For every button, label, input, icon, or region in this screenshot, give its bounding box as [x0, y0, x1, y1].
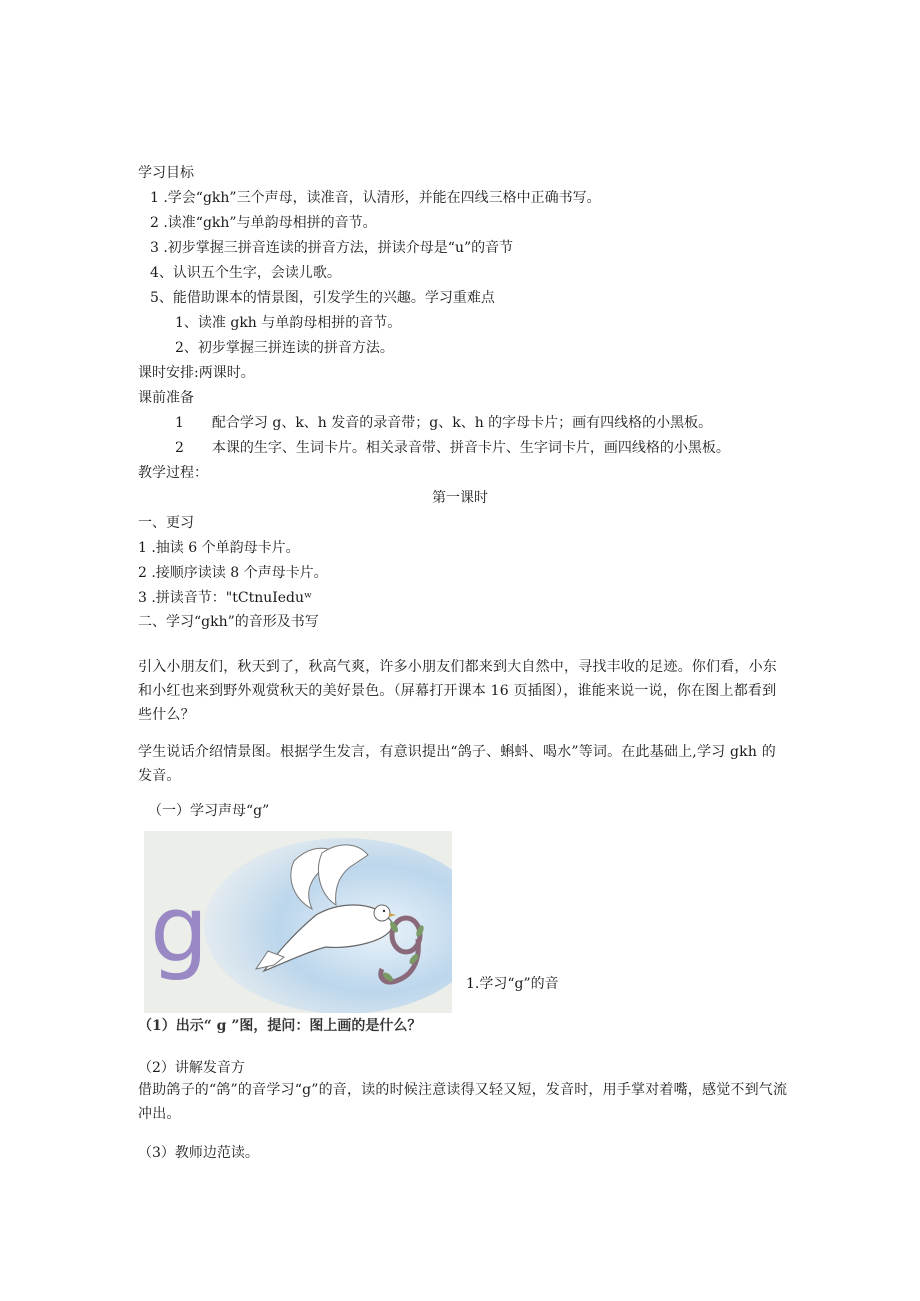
preparation-heading: 课前准备: [138, 390, 194, 406]
key-point-2: 2、初步掌握三拼连读的拼音方法。: [175, 340, 394, 356]
lesson-title: 第一课时: [432, 490, 488, 506]
intro-paragraph: 引入小朋友们，秋天到了，秋高气爽，许多小朋友们都来到大自然中，寻找丰收的足迹。你们看，小东和小红也来到野外观赏秋天的美好景色。（屏幕打开课本 16 页插图），谁能来说一说，你在图上都看到些什么？: [138, 659, 777, 723]
review-heading: 一、更习: [138, 515, 194, 531]
figure-caption: 1.学习“g”的音: [466, 976, 559, 992]
review-item-2: 2 .接顺序读读 8 个声母卡片。: [138, 565, 328, 581]
step-1-text: （1）出示“ g ”图，提问：图上画的是什么？: [138, 1018, 422, 1034]
schedule-line: 课时安排:两课时。: [138, 365, 255, 381]
key-point-1: 1、读准 gkh 与单韵母相拼的音节。: [175, 315, 402, 331]
review-item-3: 3 .拼读音节："tCtnuIeduʷ: [138, 590, 313, 606]
process-heading: 教学过程：: [138, 465, 208, 481]
section2-heading: 二、学习“gkh”的音形及书写: [138, 614, 319, 630]
objective-item-4: 4、认识五个生字，会读儿歌。: [150, 265, 341, 281]
student-paragraph: 学生说话介绍情景图。根据学生发言，有意识提出“鸽子、蝌蚪、喝水”等词。在此基础上,学习 gkh 的发音。: [138, 744, 776, 784]
objective-item-5: 5、能借助课本的情景图，引发学生的兴趣。学习重难点: [150, 290, 495, 306]
objective-item-2: 2 .读准“gkh”与单韵母相拼的音节。: [150, 215, 377, 231]
dove-letter-g-figure: [144, 831, 452, 1013]
preparation-item-2: 2 本课的生字、生词卡片。相关录音带、拼音卡片、生字词卡片，画四线格的小黑板。: [175, 440, 730, 456]
review-item-1: 1 .抽读 6 个单韵母卡片。: [138, 540, 300, 556]
sub-heading-g: （一）学习声母“g”: [148, 803, 270, 819]
objective-item-3: 3 .初步掌握三拼音连读的拼音方法，拼读介母是“u”的音节: [150, 240, 514, 256]
dove-illustration: [144, 831, 452, 1013]
objective-item-1: 1 .学会“gkh”三个声母，读准音，认清形，并能在四线三格中正确书写。: [150, 190, 601, 206]
letter-g-glyph: g: [150, 876, 209, 983]
objectives-heading: 学习目标: [138, 165, 194, 181]
preparation-item-1: 1 配合学习 g、k、h 发音的录音带；g、k、h 的字母卡片；画有四线格的小黑板。: [175, 415, 713, 431]
step-2-text: 借助鸽子的“鸽”的音学习“g”的音，读的时候注意读得又轻又短，发音时，用手掌对着嘴，感觉不到气流冲出。: [138, 1082, 788, 1122]
step-3-text: （3）教师边范读。: [138, 1145, 259, 1161]
step-2-heading: （2）讲解发音方: [138, 1060, 245, 1076]
